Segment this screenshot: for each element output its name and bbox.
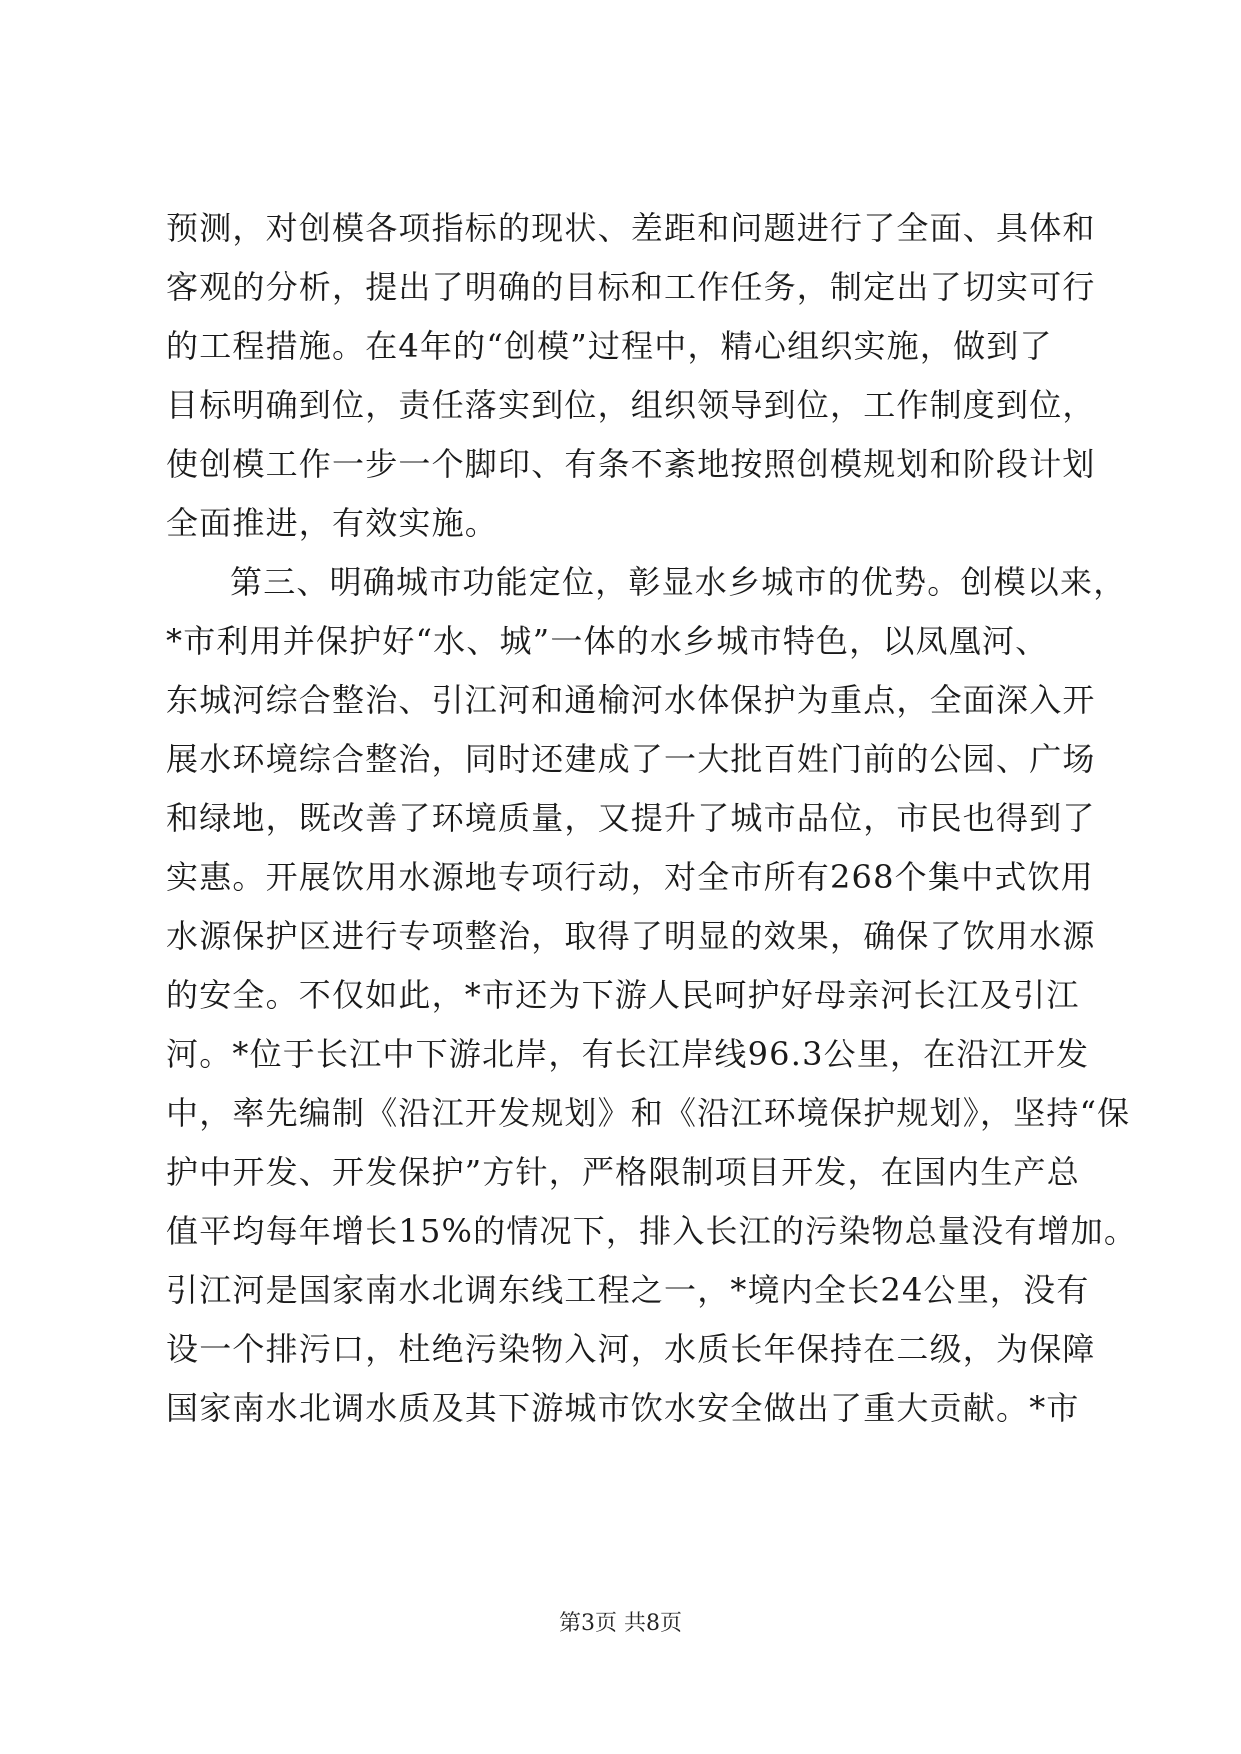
- text-line-4: 目标明确到位，责任落实到位，组织领导到位，工作制度到位，: [166, 386, 1096, 424]
- text-line-9: 东城河综合整治、引江河和通榆河水体保护为重点，全面深入开: [166, 681, 1096, 719]
- text-line-12: 实惠。开展饮用水源地专项行动，对全市所有268个集中式饮用: [166, 858, 1094, 896]
- text-line-21: 国家南水北调水质及其下游城市饮水安全做出了重大贡献。*市: [166, 1389, 1080, 1427]
- text-line-20: 设一个排污口，杜绝污染物入河，水质长年保持在二级，为保障: [166, 1330, 1096, 1368]
- text-line-17: 护中开发、开发保护”方针，严格限制项目开发，在国内生产总: [166, 1153, 1080, 1191]
- text-line-18: 值平均每年增长15%的情况下，排入长江的污染物总量没有增加。: [166, 1212, 1138, 1250]
- text-line-1: 预测，对创模各项指标的现状、差距和问题进行了全面、具体和: [166, 209, 1096, 247]
- text-line-5: 使创模工作一步一个脚印、有条不紊地按照创模规划和阶段计划: [166, 445, 1096, 483]
- text-line-10: 展水环境综合整治，同时还建成了一大批百姓门前的公园、广场: [166, 740, 1096, 778]
- text-line-14: 的安全。不仅如此，*市还为下游人民呵护好母亲河长江及引江: [166, 976, 1080, 1014]
- text-line-2: 客观的分析，提出了明确的目标和工作任务，制定出了切实可行: [166, 268, 1096, 306]
- text-line-13: 水源保护区进行专项整治，取得了明显的效果，确保了饮用水源: [166, 917, 1096, 955]
- text-line-19: 引江河是国家南水北调东线工程之一，*境内全长24公里，没有: [166, 1271, 1090, 1309]
- text-line-15: 河。*位于长江中下游北岸，有长江岸线96.3公里，在沿江开发: [166, 1035, 1090, 1073]
- text-line-16: 中，率先编制《沿江开发规划》和《沿江环境保护规划》，坚持“保: [166, 1094, 1131, 1132]
- page-footer: 第3页 共8页: [559, 1611, 682, 1636]
- text-line-6: 全面推进，有效实施。: [166, 504, 499, 542]
- text-line-8: *市利用并保护好“水、城”一体的水乡城市特色，以凤凰河、: [166, 622, 1049, 660]
- text-line-11: 和绿地，既改善了环境质量，又提升了城市品位，市民也得到了: [166, 799, 1096, 837]
- paragraph-start-line: 第三、明确城市功能定位，彰显水乡城市的优势。创模以来，: [230, 563, 1127, 601]
- text-line-3: 的工程措施。在4年的“创模”过程中，精心组织实施，做到了: [166, 327, 1053, 365]
